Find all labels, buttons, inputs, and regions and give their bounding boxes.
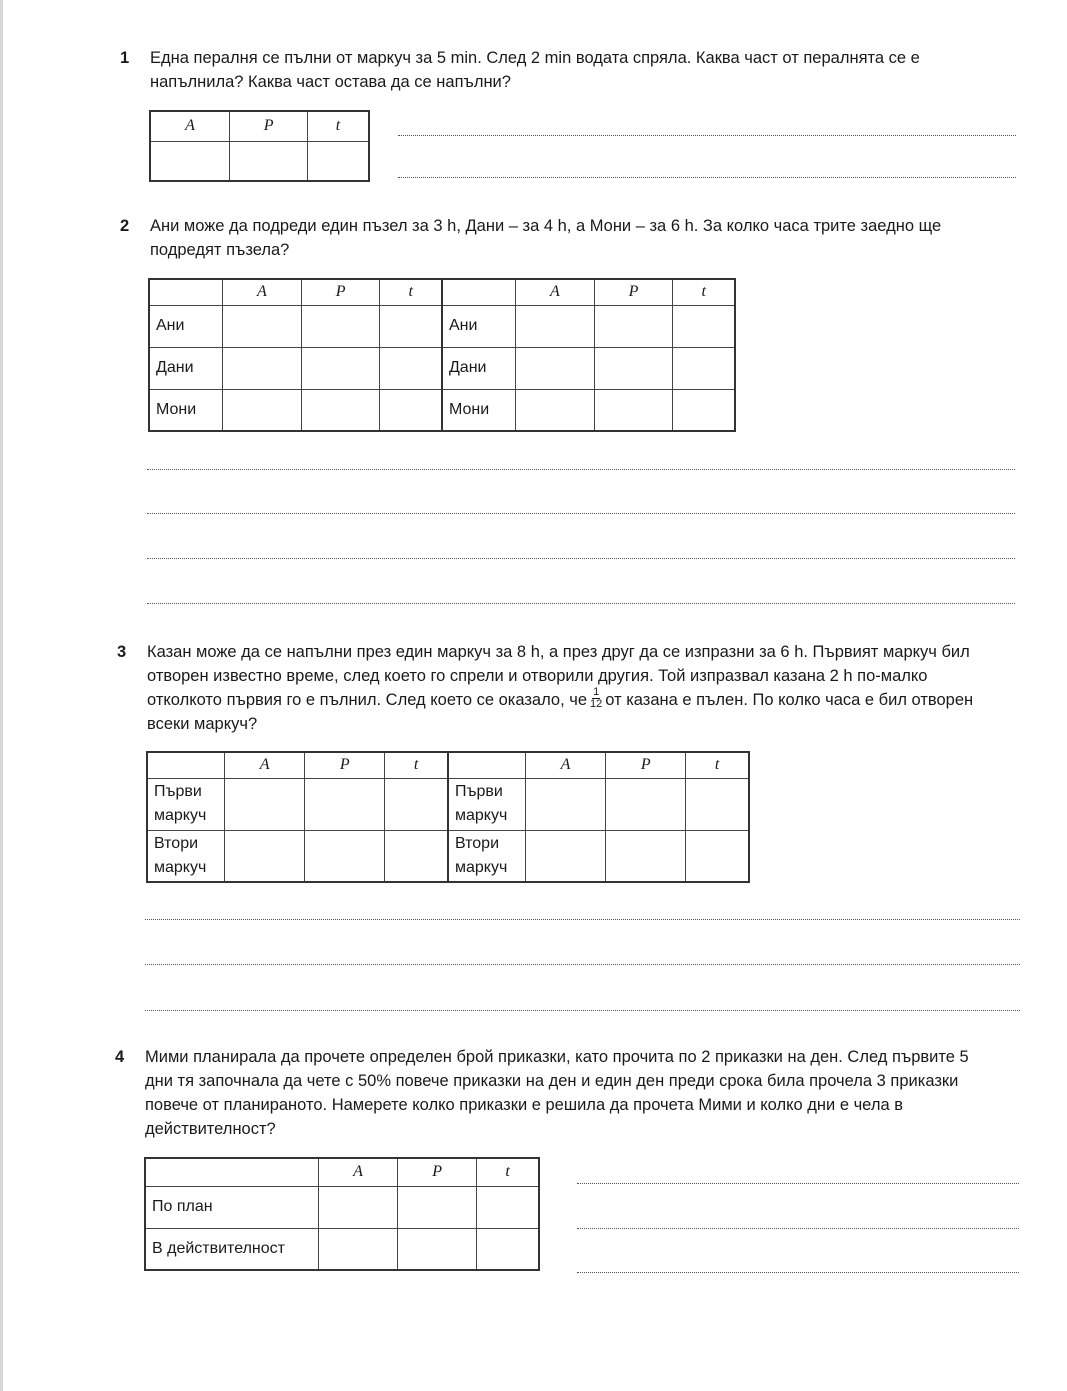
row-label-line: Първи bbox=[454, 783, 503, 800]
answer-line[interactable] bbox=[145, 919, 1020, 920]
empty-header bbox=[149, 279, 223, 305]
problem-text: Мими планирала да прочете определен брой приказки, като прочита по 2 приказки на ден. След първите 5 дни тя започнала да чете с 50% повече приказки на ден и един ден преди срока била прочела 3 приказки повече от планираното. Намерете колко приказки е решила да прочета Мими и колко дни е чела в действителност? bbox=[145, 1048, 969, 1138]
answer-cell[interactable] bbox=[223, 389, 302, 431]
answer-cell[interactable] bbox=[398, 1186, 477, 1228]
answer-cell[interactable] bbox=[380, 305, 442, 347]
answer-line[interactable] bbox=[577, 1228, 1019, 1229]
answer-cell[interactable] bbox=[525, 778, 605, 830]
row-label bbox=[147, 830, 225, 882]
header-p: P bbox=[398, 1158, 477, 1186]
answer-cell[interactable] bbox=[686, 830, 749, 882]
header-a: A bbox=[319, 1158, 398, 1186]
row-label: Мони bbox=[149, 389, 223, 431]
empty-header bbox=[145, 1158, 319, 1186]
answer-cell[interactable] bbox=[515, 389, 594, 431]
answer-line[interactable] bbox=[147, 513, 1015, 514]
answer-cell[interactable] bbox=[477, 1186, 539, 1228]
answer-cell[interactable] bbox=[225, 830, 305, 882]
answer-cell[interactable] bbox=[301, 347, 380, 389]
answer-cell[interactable] bbox=[223, 305, 302, 347]
row-label-line: маркуч bbox=[454, 858, 508, 876]
answer-cell[interactable] bbox=[673, 305, 735, 347]
answer-line[interactable] bbox=[147, 469, 1015, 470]
empty-header bbox=[147, 752, 225, 778]
problem-2 bbox=[120, 214, 1000, 262]
answer-cell[interactable] bbox=[301, 305, 380, 347]
fraction bbox=[590, 687, 602, 710]
problem-text bbox=[147, 640, 1007, 736]
header-t: t bbox=[385, 752, 448, 778]
header-t: t bbox=[477, 1158, 539, 1186]
problem-text-part: от казана е пълен. По колко часа е бил отворен всеки маркуч? bbox=[147, 691, 974, 734]
answer-cell[interactable] bbox=[594, 389, 673, 431]
row-label: Дани bbox=[442, 347, 516, 389]
answer-cell[interactable] bbox=[380, 389, 442, 431]
row-label bbox=[448, 830, 526, 882]
answer-cell[interactable] bbox=[525, 830, 605, 882]
header-a: A bbox=[150, 111, 230, 141]
problem-4-table bbox=[144, 1157, 540, 1271]
header-a: A bbox=[225, 752, 305, 778]
answer-line[interactable] bbox=[145, 1010, 1020, 1011]
answer-cell[interactable] bbox=[319, 1228, 398, 1270]
row-label: Ани bbox=[442, 305, 516, 347]
row-label: Мони bbox=[442, 389, 516, 431]
problem-1-table bbox=[149, 110, 370, 182]
answer-cell[interactable] bbox=[477, 1228, 539, 1270]
row-label-line: маркуч bbox=[154, 807, 207, 824]
problem-number: 4 bbox=[115, 1048, 125, 1066]
row-label: По план bbox=[145, 1186, 319, 1228]
answer-cell[interactable] bbox=[385, 830, 448, 882]
answer-cell[interactable] bbox=[515, 347, 594, 389]
problem-number: 1 bbox=[120, 49, 130, 67]
answer-cell[interactable] bbox=[319, 1186, 398, 1228]
answer-cell[interactable] bbox=[594, 305, 673, 347]
answer-line[interactable] bbox=[147, 558, 1015, 559]
row-label-line: маркуч bbox=[154, 858, 207, 876]
answer-cell[interactable] bbox=[305, 778, 385, 830]
row-label: Ани bbox=[149, 305, 223, 347]
answer-cell[interactable] bbox=[606, 830, 686, 882]
answer-cell[interactable] bbox=[385, 778, 448, 830]
header-t: t bbox=[380, 279, 442, 305]
row-label: В действителност bbox=[145, 1228, 319, 1270]
row-label-line: Втори bbox=[154, 834, 199, 852]
row-label-line: маркуч bbox=[454, 807, 508, 824]
row-label-line: Втори bbox=[454, 834, 500, 852]
answer-line[interactable] bbox=[145, 964, 1020, 965]
problem-4 bbox=[115, 1045, 1000, 1141]
problem-2-table bbox=[148, 278, 736, 432]
answer-cell[interactable] bbox=[230, 141, 308, 181]
answer-cell[interactable] bbox=[686, 778, 749, 830]
problem-text-part: Казан може да се напълни през един маркуч за 8 h, а през друг да се изпразни за 6 h. Първият маркуч бил отворен известно време, след което го спрели и отворили другия. Той изпразвал казана 2 h по-малко отколкото първия го е пълнил. След което се оказало, че bbox=[147, 643, 970, 709]
header-t: t bbox=[686, 752, 749, 778]
empty-header bbox=[442, 279, 516, 305]
header-t: t bbox=[673, 279, 735, 305]
header-a: A bbox=[223, 279, 302, 305]
problem-text: Ани може да подреди един пъзел за 3 h, Дани – за 4 h, а Мони – за 6 h. За колко часа трите заедно ще подредят пъзела? bbox=[150, 217, 942, 259]
answer-cell[interactable] bbox=[673, 389, 735, 431]
problem-text: Една пералня се пълни от маркуч за 5 min. След 2 min водата спряла. Каква част от пералнята се е напълнила? Каква част остава да се напълни? bbox=[150, 49, 920, 91]
answer-cell[interactable] bbox=[225, 778, 305, 830]
answer-line[interactable] bbox=[577, 1272, 1019, 1273]
header-p: P bbox=[606, 752, 686, 778]
answer-cell[interactable] bbox=[308, 141, 369, 181]
answer-cell[interactable] bbox=[150, 141, 230, 181]
answer-line[interactable] bbox=[398, 177, 1016, 178]
row-label-line: Първи bbox=[154, 783, 202, 800]
fraction-numerator: 1 bbox=[593, 686, 600, 699]
answer-line[interactable] bbox=[147, 603, 1015, 604]
header-p: P bbox=[230, 111, 308, 141]
answer-cell[interactable] bbox=[223, 347, 302, 389]
header-p: P bbox=[594, 279, 673, 305]
row-label bbox=[448, 778, 526, 830]
problem-1 bbox=[120, 46, 1000, 94]
page-edge bbox=[0, 0, 3, 1391]
answer-cell[interactable] bbox=[673, 347, 735, 389]
problem-number: 2 bbox=[120, 217, 130, 235]
answer-cell[interactable] bbox=[515, 305, 594, 347]
empty-header bbox=[448, 752, 526, 778]
answer-cell[interactable] bbox=[380, 347, 442, 389]
header-p: P bbox=[301, 279, 380, 305]
header-a: A bbox=[525, 752, 605, 778]
header-p: P bbox=[305, 752, 385, 778]
problem-number: 3 bbox=[117, 643, 127, 661]
answer-cell[interactable] bbox=[301, 389, 380, 431]
row-label: Дани bbox=[149, 347, 223, 389]
answer-cell[interactable] bbox=[606, 778, 686, 830]
header-t: t bbox=[308, 111, 369, 141]
answer-line[interactable] bbox=[577, 1183, 1019, 1184]
answer-cell[interactable] bbox=[398, 1228, 477, 1270]
answer-cell[interactable] bbox=[594, 347, 673, 389]
problem-3 bbox=[117, 640, 1007, 736]
answer-cell[interactable] bbox=[305, 830, 385, 882]
header-a: A bbox=[515, 279, 594, 305]
problem-3-table bbox=[146, 751, 750, 883]
answer-line[interactable] bbox=[398, 135, 1016, 136]
fraction-denominator: 12 bbox=[590, 698, 603, 711]
row-label bbox=[147, 778, 225, 830]
